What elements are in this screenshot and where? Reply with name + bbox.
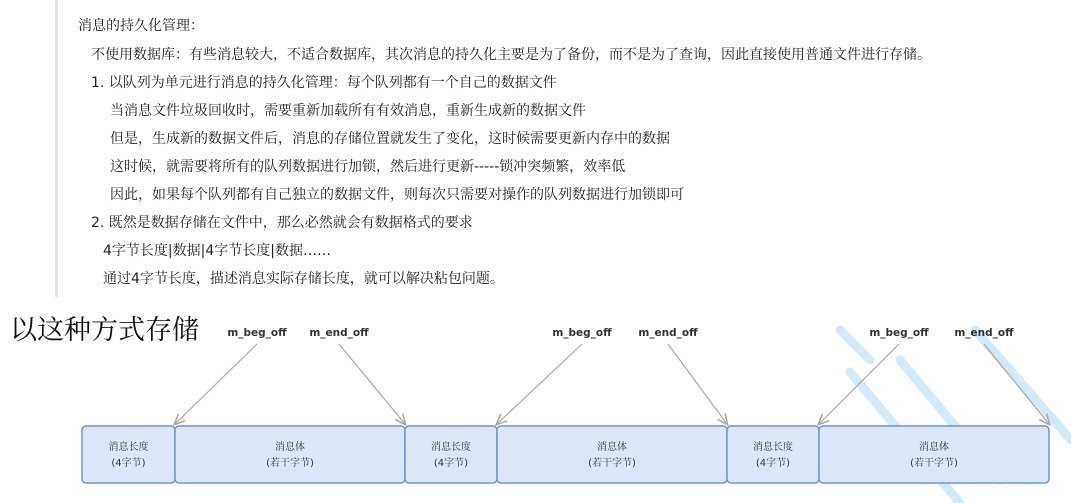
- segment-label: 消息体: [275, 442, 305, 453]
- segment-label: 消息长度: [108, 442, 149, 453]
- segment-label: 消息体: [919, 442, 949, 453]
- pointer-label-end: m_end_off: [309, 327, 369, 339]
- notes-line: 2. 既然是数据存储在文件中，那么必然就会有数据格式的要求: [91, 215, 473, 231]
- end-arrow: [668, 344, 727, 424]
- notes-line: 通过4字节长度，描述消息实际存储长度，就可以解决粘包问题。: [103, 271, 504, 287]
- notes-line: 不使用数据库：有些消息较大，不适合数据库，其次消息的持久化主要是为了备份，而不是为了查询，因此直接使用普通文件进行存储。: [91, 47, 931, 63]
- pointer-label-end: m_end_off: [638, 327, 698, 339]
- segment-label: 消息体: [597, 442, 627, 453]
- segment-label: 消息长度: [753, 442, 793, 453]
- segment-sublabel: (若干字节): [266, 458, 314, 469]
- pointer-label-beg: m_beg_off: [552, 327, 612, 339]
- notes-title: 消息的持久化管理：: [78, 18, 204, 34]
- beg-arrow: [497, 344, 582, 424]
- notes-line: 但是，生成新的数据文件后，消息的存储位置就发生了变化，这时候需要更新内存中的数据: [110, 131, 670, 147]
- diagram-title: 以这种方式存储: [10, 315, 199, 346]
- segment-box: [727, 426, 819, 483]
- notes-line: 1. 以队列为单元进行消息的持久化管理：每个队列都有一个自己的数据文件: [91, 75, 557, 91]
- beg-arrow: [175, 344, 257, 424]
- highlight-stroke: [975, 330, 1071, 440]
- notes-line: 这时候，就需要将所有的队列数据进行加锁，然后进行更新-----锁冲突频繁，效率低: [110, 159, 626, 175]
- notes-line: 因此，如果每个队列都有自己独立的数据文件，则每次只需要对操作的队列数据进行加锁即可: [110, 187, 684, 203]
- segment-label: 消息长度: [431, 442, 471, 453]
- segment-box: [82, 426, 175, 483]
- segment-box: [175, 426, 405, 483]
- segment-box: [497, 426, 727, 483]
- segment-sublabel: (若干字节): [910, 458, 958, 469]
- notes-line: 当消息文件垃圾回收时，需要重新加载所有有效消息，重新生成新的数据文件: [110, 103, 586, 119]
- segment-sublabel: (4字节): [755, 458, 791, 469]
- segment-sublabel: (若干字节): [588, 458, 636, 469]
- end-arrow: [984, 344, 1049, 424]
- segment-sublabel: (4字节): [111, 458, 146, 469]
- notes-line: 4字节长度|数据|4字节长度|数据……: [103, 243, 331, 259]
- segment-sublabel: (4字节): [433, 458, 469, 469]
- highlight-stroke: [840, 330, 870, 360]
- pointer-label-beg: m_beg_off: [227, 327, 287, 339]
- segment-box: [405, 426, 497, 483]
- end-arrow: [339, 344, 405, 424]
- pointer-label-end: m_end_off: [954, 327, 1014, 339]
- pointer-label-beg: m_beg_off: [869, 327, 929, 339]
- segment-box: [819, 426, 1049, 483]
